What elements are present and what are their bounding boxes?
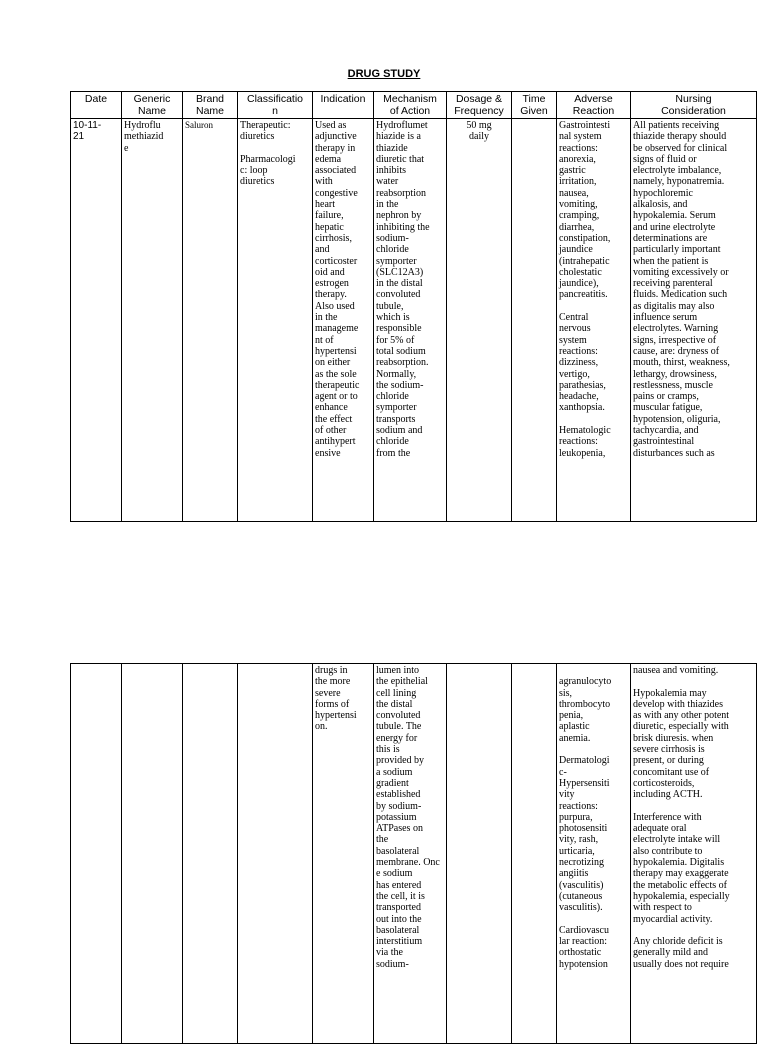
drug-study-table-continued xyxy=(70,663,757,1044)
header-row xyxy=(71,92,757,119)
cell-indication: Used as adjunctive therapy in edema associated with congestive heart failure, hepatic cirrhosis, and corticoster oid and estrogen therapy. Also used in the manageme nt of hypertensi on either as the sole therapeutic agent or to enhance the effect of other antihypert ensive xyxy=(313,119,374,522)
header-indication: Indication xyxy=(313,92,374,119)
header-classification: Classificatio n xyxy=(238,92,313,119)
table-row xyxy=(71,119,757,522)
cell-adverse-reaction: Gastrointesti nal system reactions: anorexia, gastric irritation, nausea, vomiting, cramping, diarrhea, constipation, jaundice (intrahepatic cholestatic jaundice), pancreatitis. Central nervous system reactions: dizziness, vertigo, parathesias, headache, xanthopsia. Hematologic reactions: leukopenia, xyxy=(557,119,631,522)
cell-nursing-consideration: All patients receiving thiazide therapy should be observed for clinical signs of fluid or electrolyte imbalance, namely, hyponatremia. hypochloremic alkalosis, and hypokalemia. Serum and urine electrolyte determinations are particularly important when the patient is vomiting excessively or receiving parenteral fluids. Medication such as digitalis may also influence serum electrolytes. Warning signs, irrespective of cause, are: dryness of mouth, thirst, weakness, lethargy, drowsiness, restlessness, muscle pains or cramps, muscular fatigue, hypotension, oliguria, tachycardia, and gastrointestinal disturbances such as xyxy=(631,119,757,522)
header-time-given: Time Given xyxy=(512,92,557,119)
drug-study-table xyxy=(70,91,757,522)
cell-date: 10-11- 21 xyxy=(71,119,122,522)
cell-time-given xyxy=(512,119,557,522)
header-brand-name: Brand Name xyxy=(183,92,238,119)
cell-date xyxy=(71,664,122,1044)
header-dosage: Dosage & Frequency xyxy=(447,92,512,119)
cell-generic-name xyxy=(122,664,183,1044)
document-title: DRUG STUDY xyxy=(347,68,421,80)
cell-classification: Therapeutic: diuretics Pharmacologi c: loop diuretics xyxy=(238,119,313,522)
cell-dosage xyxy=(447,664,512,1044)
cell-classification xyxy=(238,664,313,1044)
header-generic-name: Generic Name xyxy=(122,92,183,119)
cell-nursing-consideration: nausea and vomiting. Hypokalemia may develop with thiazides as with any other potent diuretic, especially with brisk diuresis. when severe cirrhosis is present, or during concomitant use of corticosteroids, including ACTH. Interference with adequate oral electrolyte intake will also contribute to hypokalemia. Digitalis therapy may exaggerate the metabolic effects of hypokalemia, especially with respect to myocardial activity. Any chloride deficit is generally mild and usually does not require xyxy=(631,664,757,1044)
header-mechanism: Mechanism of Action xyxy=(374,92,447,119)
cell-dosage: 50 mg daily xyxy=(447,119,512,522)
header-date: Date xyxy=(71,92,122,119)
header-nursing-consideration: Nursing Consideration xyxy=(631,92,757,119)
header-adverse-reaction: Adverse Reaction xyxy=(557,92,631,119)
cell-indication: drugs in the more severe forms of hypertensi on. xyxy=(313,664,374,1044)
cell-mechanism: lumen into the epithelial cell lining the distal convoluted tubule. The energy for this is provided by a sodium gradient established by sodium- potassium ATPases on the basolateral membrane. Once sodium has entered the cell, it is transported out into the basolateral interstitium via the sodium- xyxy=(374,664,447,1044)
cell-adverse-reaction: agranulocyto sis, thrombocyto penia, aplastic anemia. Dermatologi c- Hypersensiti vity reactions: purpura, photosensiti vity, rash, urticaria, necrotizing angiitis (vasculitis) (cutaneous vasculitis). Cardiovascu lar reaction: orthostatic hypotension xyxy=(557,664,631,1044)
table-row xyxy=(71,664,757,1044)
cell-brand-name: Saluron xyxy=(183,119,238,522)
cell-generic-name: Hydroflu methiazid e xyxy=(122,119,183,522)
cell-brand-name xyxy=(183,664,238,1044)
cell-time-given xyxy=(512,664,557,1044)
cell-mechanism: Hydroflumet hiazide is a thiazide diuretic that inhibits water reabsorption in the nephron by inhibiting the sodium- chloride symporter (SLC12A3) in the distal convoluted tubule, which is responsible for 5% of total sodium reabsorption. Normally, the sodium- chloride symporter transports sodium and chloride from the xyxy=(374,119,447,522)
